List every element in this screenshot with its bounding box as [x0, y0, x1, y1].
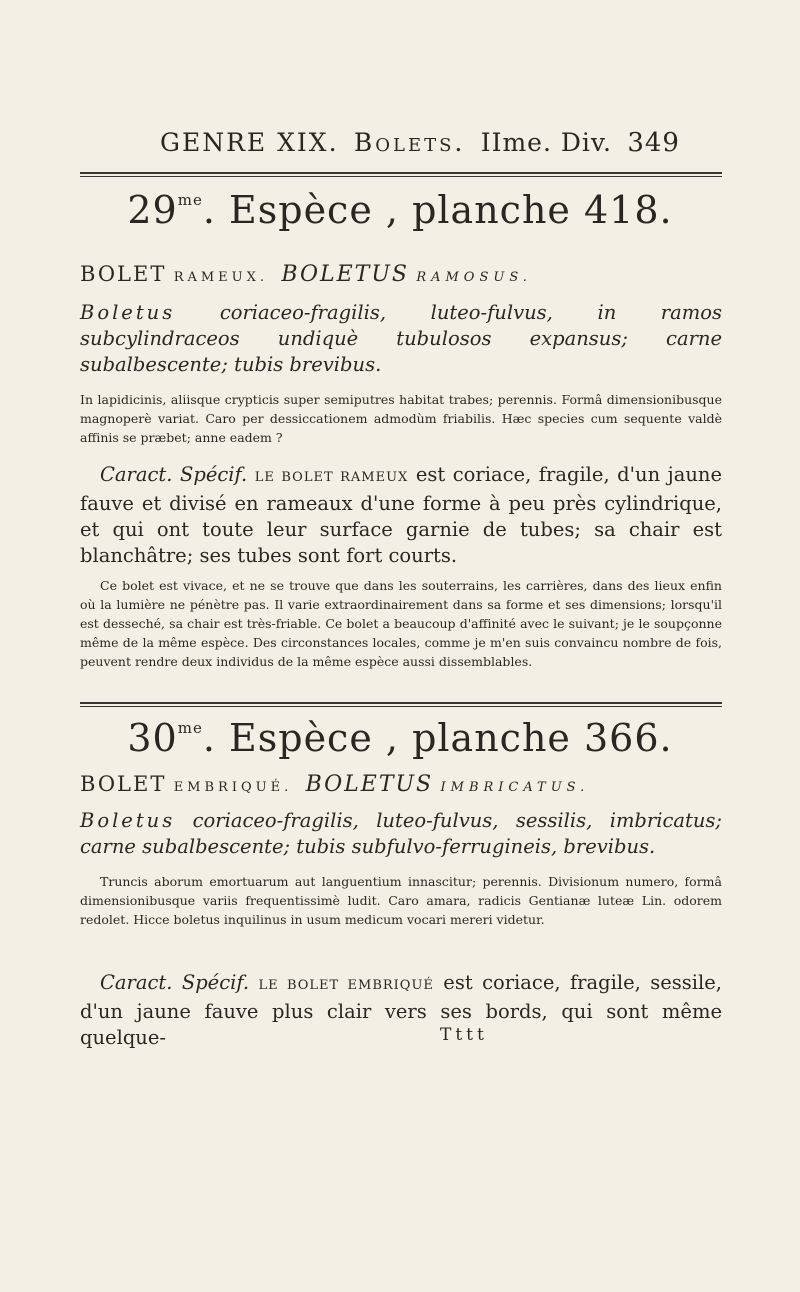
species-29-names [80, 262, 722, 287]
species-29-diagnosis-text: coriaceo-fragilis, luteo-fulvus, in ramos subcylindraceos undiquè tubulosos expansus; carne subalbescente; tubis brevibus. [80, 301, 722, 376]
species-29-latin-name: BOLETUS [281, 262, 409, 287]
section-label: Bolets. [353, 128, 466, 157]
running-header [160, 128, 680, 158]
species-29-caract-sc: LE BOLET RAMEUX [254, 470, 409, 485]
species-30-caract-label: Caract. Spécif. [100, 971, 250, 994]
species-29-caract [80, 462, 722, 569]
species-30-latin-epithet: IMBRICATUS. [440, 780, 590, 795]
signature-mark: Tttt [440, 1025, 488, 1045]
species-30-french-name: BOLET [80, 772, 167, 796]
species-30-diagnosis-text: coriaceo-fragilis, luteo-fulvus, sessilis, imbricatus; carne subalbescente; tubis subfulvo-ferrugineis, brevibus. [80, 809, 722, 858]
species-30-caract [80, 970, 722, 1051]
genre-label: GENRE XIX. [160, 128, 339, 157]
species-29-french-note-text: Ce bolet est vivace, et ne se trouve que dans les souterrains, les carrières, dans des lieux enfin où la lumière ne pénètre pas. Il varie extraordinairement dans sa forme et ses dimensions; lorsqu'il est desseché, sa chair est très-friable. Ce bolet a beaucoup d'affinité avec le suivant; je le soupçonne même de la même espèce. Des circonstances locales, comme je m'en suis convaincu nombre de fois, peuvent rendre deux individus de la même espèce aussi dissemblables. [80, 578, 722, 669]
species-30-latin-note-text: Truncis aborum emortuarum aut languentium innascitur; perennis. Divisionum numero, formâ dimensionibusque variis frequentissimè ludit. Caro amara, radicis Gentianæ luteæ Lin. odorem redolet. Hicce boletus inquilinus in usum medicum vocari mereri videtur. [80, 874, 722, 927]
species-30-title [0, 716, 800, 760]
section-rule [80, 702, 722, 707]
species-30-diagnosis-lead: Boletus [80, 809, 176, 832]
species-29-title [0, 188, 800, 232]
species-29-caract-text: est coriace, fragile, d'un jaune fauve et divisé en rameaux d'une forme à peu près cylindrique, et qui ont toute leur surface garnie de tubes; sa chair est blanchâtre; ses tubes sont fort courts. [80, 463, 723, 567]
species-29-title-rest: . Espèce , planche 418. [202, 188, 673, 232]
species-29-latin-note [80, 390, 722, 447]
species-30-caract-sc: LE BOLET EMBRIQUÉ [258, 978, 434, 993]
species-29-sup: me [177, 191, 203, 209]
species-29-french-note [80, 576, 722, 671]
division-label: IIme. Div. [480, 128, 613, 157]
species-30-caract-text: est coriace, fragile, sessile, d'un jaune fauve plus clair vers ses bords, qui sont même quelque- [80, 971, 722, 1049]
species-30-names [80, 772, 722, 797]
species-30-latin-name: BOLETUS [305, 772, 434, 797]
species-29-caract-label: Caract. Spécif. [100, 463, 248, 486]
species-30-sup: me [177, 719, 203, 737]
species-30-french-epithet: EMBRIQUÉ. [173, 780, 293, 795]
species-29-diagnosis [80, 300, 722, 378]
species-29-latin-note-text: In lapidicinis, aliisque crypticis super semiputres habitat trabes; perennis. Formâ dimensionibusque magnoperè variat. Caro per dessiccationem admodùm friabilis. Hæc species cum sequente valdè affinis se præbet; anne eadem ? [80, 392, 722, 445]
header-rule [80, 172, 722, 177]
page-number: 349 [627, 128, 680, 158]
species-29-number: 29 [127, 188, 178, 232]
species-30-diagnosis [80, 808, 722, 860]
species-29-diagnosis-lead: Boletus [80, 301, 176, 324]
species-30-title-rest: . Espèce , planche 366. [202, 716, 673, 760]
species-30-latin-note [80, 872, 722, 929]
species-29-french-epithet: RAMEUX. [173, 270, 269, 285]
species-29-french-name: BOLET [80, 262, 167, 286]
species-29-latin-epithet: RAMOSUS. [416, 270, 532, 285]
species-30-number: 30 [127, 716, 178, 760]
